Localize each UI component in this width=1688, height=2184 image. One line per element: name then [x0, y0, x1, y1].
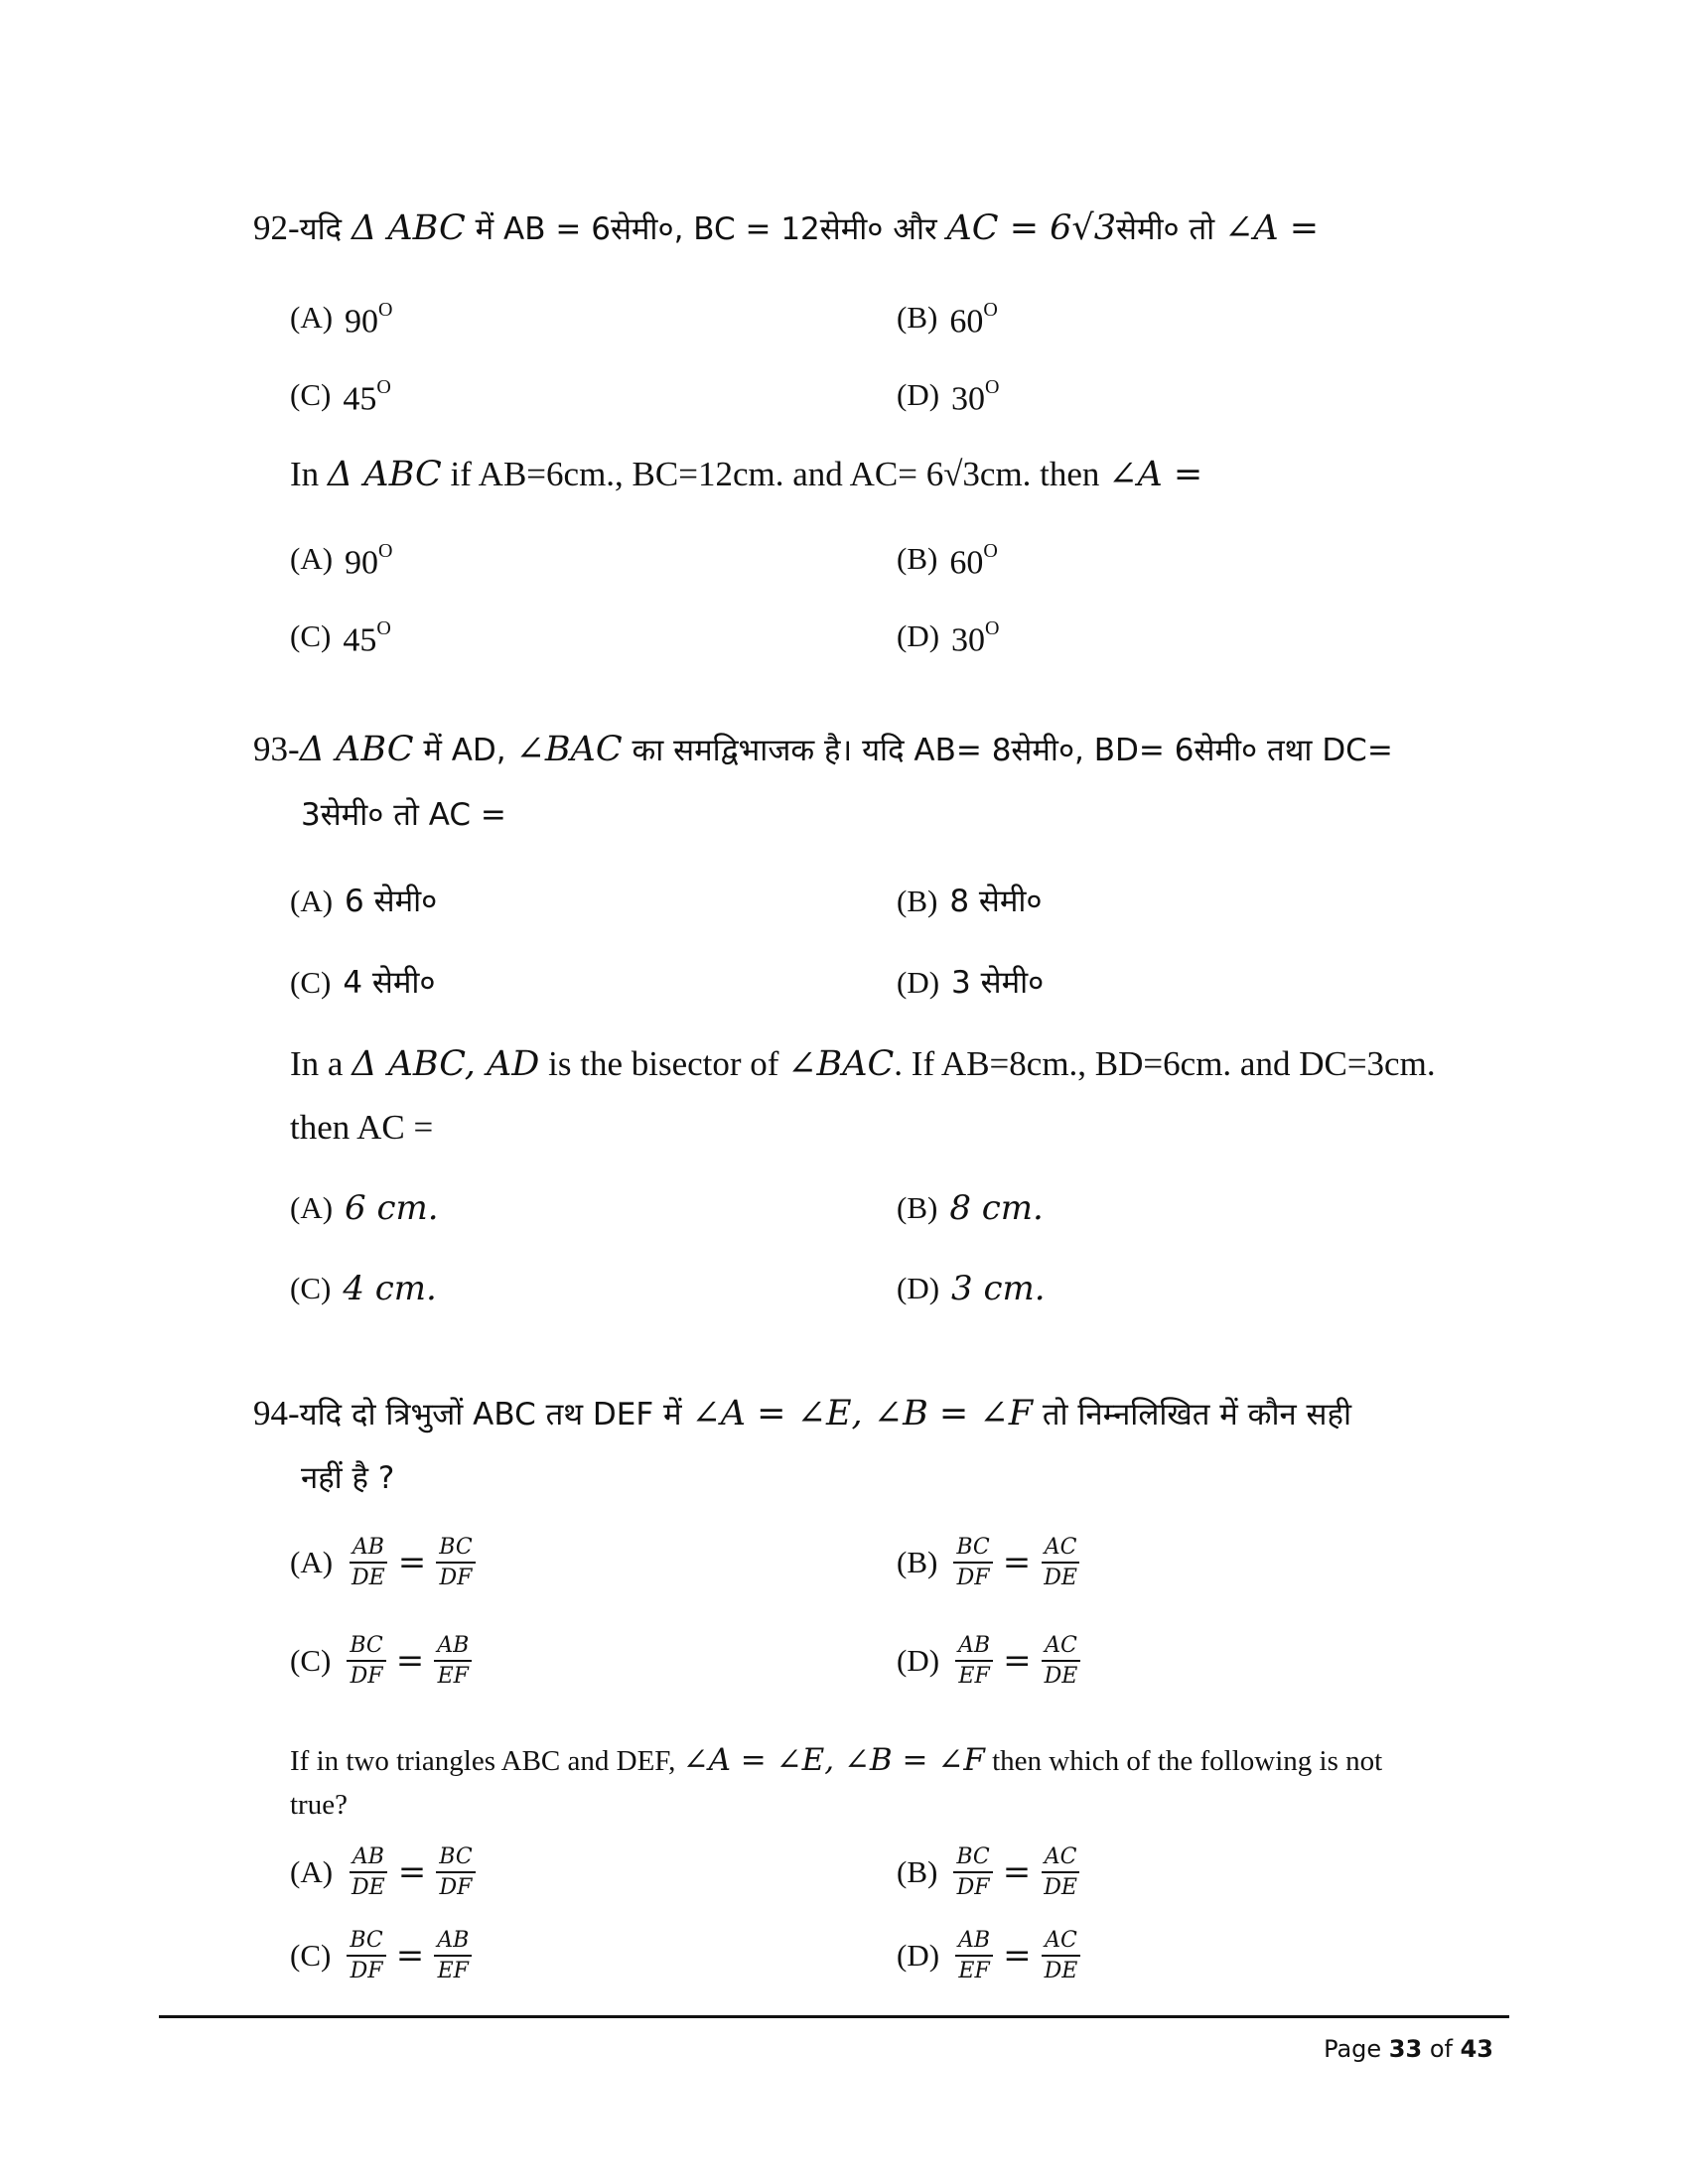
q94-english-question-line2: true? [290, 1789, 348, 1821]
q93-english-option-d: (D) 3 cm. [897, 1269, 1046, 1308]
q94-english-option-b: (B) $\frac{BC}{DF}$ = $\frac{AC}{DE}$ [897, 1844, 1084, 1900]
q92-english-question: In Δ ABC if AB=6cm., BC=12cm. and AC= 6√3cm. then ∠A = [290, 455, 1203, 494]
q94-hindi-option-d: (D) $\frac{AB}{EF}$ = $\frac{AC}{DE}$ [897, 1633, 1084, 1689]
q94-english-option-d: (D) $\frac{AB}{EF}$ = $\frac{AC}{DE}$ [897, 1928, 1084, 1983]
q92-hindi-option-a: (A) $90^O$ [290, 299, 393, 341]
q92-hindi-option-d: (D) $30^O$ [897, 376, 1000, 418]
q93-hindi-option-a: (A) 6 सेमी० [290, 884, 438, 919]
q94-hindi-question-line2: नहीं है ? [301, 1460, 395, 1496]
page-number: Page 33 of 43 [1324, 2035, 1493, 2063]
q93-english-option-a: (A) 6 cm. [290, 1188, 439, 1228]
q92-hindi-question: 92-यदि Δ ABC में AB = 6सेमी०, BC = 12सेमी० और AC = 6√3सेमी० तो ∠A = [253, 208, 1320, 248]
q94-english-option-a: (A) $\frac{AB}{DE}$ = $\frac{BC}{DF}$ [290, 1844, 480, 1900]
q93-english-question: In a Δ ABC, AD is the bisector of ∠BAC. If AB=8cm., BD=6cm. and DC=3cm. [290, 1044, 1436, 1084]
q93-hindi-question-line2: 3सेमी० तो AC = [301, 797, 506, 833]
q93-english-option-c: (C) 4 cm. [290, 1269, 437, 1308]
q93-hindi-question: 93-Δ ABC में AD, ∠BAC का समद्विभाजक है। यदि AB= 8सेमी०, BD= 6सेमी० तथा DC= [253, 730, 1393, 769]
q92-english-option-b: (B) $60^O$ [897, 540, 998, 582]
q92-hindi-option-b: (B) $60^O$ [897, 299, 998, 341]
q92-hindi-option-c: (C) $45^O$ [290, 376, 391, 418]
footer-divider [159, 2015, 1509, 2018]
q94-english-option-c: (C) $\frac{BC}{DF}$ = $\frac{AB}{EF}$ [290, 1928, 476, 1983]
q94-english-question: If in two triangles ABC and DEF, ∠A = ∠E, ∠B = ∠F then which of the following is not [290, 1742, 1383, 1778]
q93-hindi-option-d: (D) 3 सेमी० [897, 965, 1045, 1001]
q92-english-option-d: (D) $30^O$ [897, 617, 1000, 659]
q94-hindi-question: 94-यदि दो त्रिभुजों ABC तथ DEF में ∠A = ∠E, ∠B = ∠F तो निम्नलिखित में कौन सही [253, 1394, 1351, 1433]
q94-hindi-option-a: (A) $\frac{AB}{DE}$ = $\frac{BC}{DF}$ [290, 1535, 480, 1590]
q93-hindi-option-c: (C) 4 सेमी० [290, 965, 436, 1001]
q92-english-option-a: (A) $90^O$ [290, 540, 393, 582]
q93-hindi-option-b: (B) 8 सेमी० [897, 884, 1043, 919]
q93-english-question-line2: then AC = [290, 1108, 434, 1147]
q93-english-option-b: (B) 8 cm. [897, 1188, 1044, 1228]
q92-english-option-c: (C) $45^O$ [290, 617, 391, 659]
q94-hindi-option-c: (C) $\frac{BC}{DF}$ = $\frac{AB}{EF}$ [290, 1633, 476, 1689]
q94-hindi-option-b: (B) $\frac{BC}{DF}$ = $\frac{AC}{DE}$ [897, 1535, 1084, 1590]
